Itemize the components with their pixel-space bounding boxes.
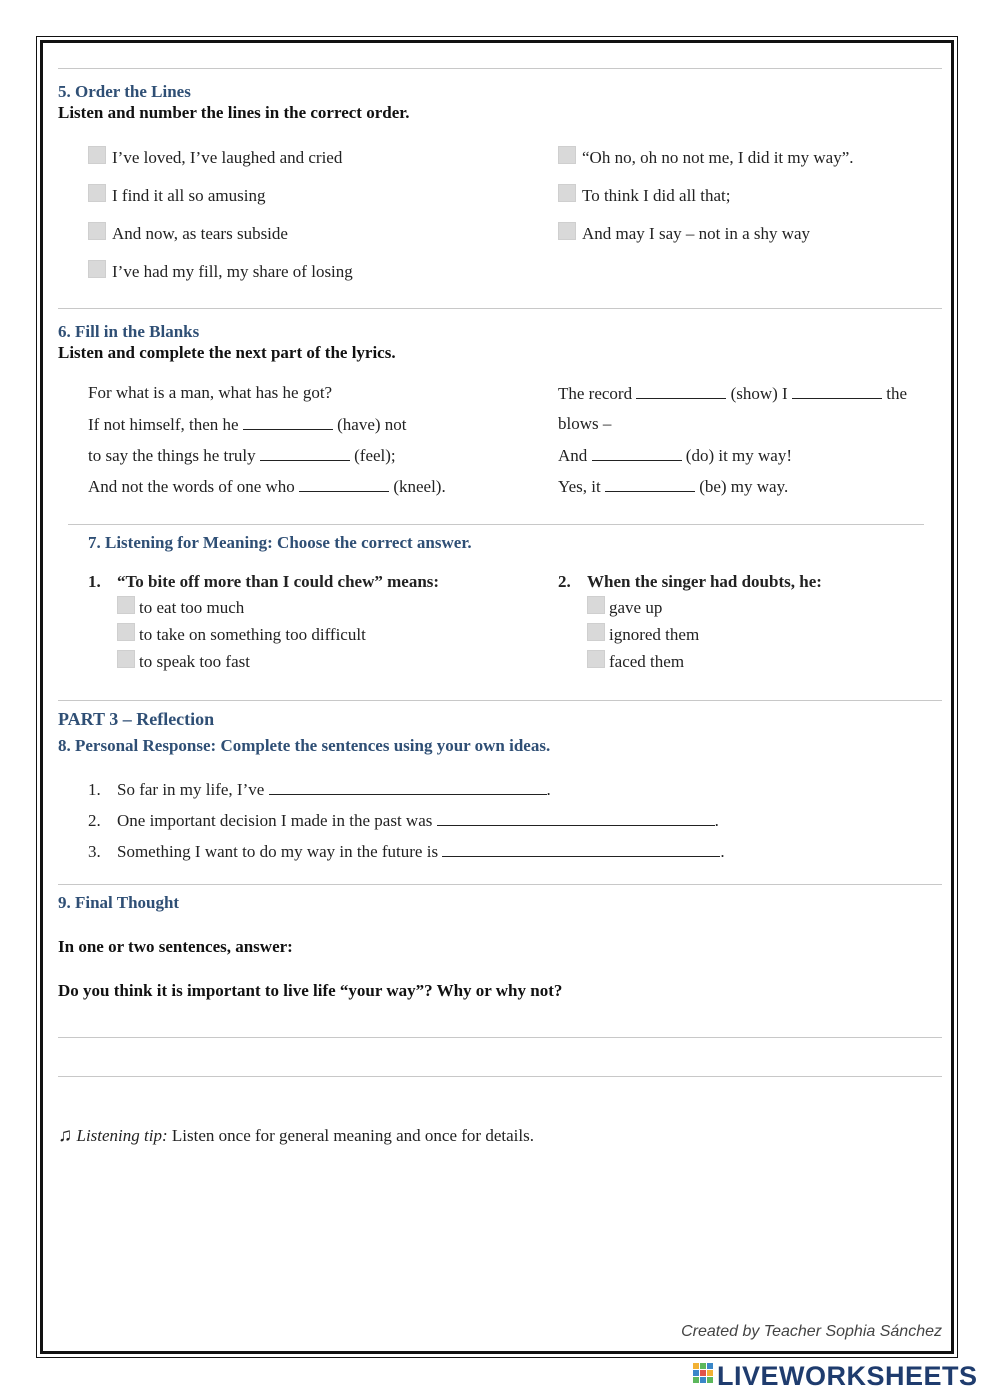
item-number: 2. — [88, 811, 101, 830]
divider — [58, 700, 942, 701]
divider — [58, 308, 942, 309]
order-box[interactable] — [88, 184, 106, 202]
order-box[interactable] — [88, 260, 106, 278]
option-checkbox[interactable] — [117, 650, 135, 668]
lyric-line: And may I say – not in a shy way — [582, 224, 811, 243]
response-blank[interactable] — [442, 841, 720, 857]
liveworksheets-logo-icon — [693, 1363, 715, 1389]
order-box[interactable] — [88, 222, 106, 240]
question-text: When the singer had doubts, he: — [587, 572, 822, 591]
blank-field[interactable] — [592, 445, 682, 461]
blank-field[interactable] — [299, 476, 389, 492]
lyric-part: If not himself, then he — [88, 415, 239, 434]
option-label: gave up — [609, 598, 663, 617]
item-text: So far in my life, I’ve — [117, 780, 265, 799]
lyric-part: (have) not — [337, 415, 407, 434]
response-blank[interactable] — [269, 779, 547, 795]
lyric-part: (show) I — [730, 384, 788, 403]
order-box[interactable] — [88, 146, 106, 164]
section-9-instruction: In one or two sentences, answer: — [58, 937, 293, 956]
order-box[interactable] — [558, 184, 576, 202]
option-checkbox[interactable] — [587, 650, 605, 668]
lyric-text — [88, 445, 396, 466]
answer-line[interactable] — [58, 1076, 942, 1077]
item-number: 3. — [88, 842, 101, 861]
part-3-title: PART 3 – Reflection — [58, 709, 215, 729]
question-text: “To bite off more than I could chew” means: — [117, 572, 440, 591]
lyric-line: To think I did all that; — [582, 186, 731, 205]
end-mark: . — [720, 842, 725, 861]
lyric-text — [558, 476, 788, 497]
section-7-title: 7. Listening for Meaning: Choose the correct answer. — [88, 533, 472, 552]
end-mark: . — [546, 780, 551, 799]
lyric-part: the — [886, 384, 908, 403]
lyric-part: to say the things he truly — [88, 446, 256, 465]
order-box[interactable] — [558, 146, 576, 164]
lyric-part: And — [558, 446, 588, 465]
response-blank[interactable] — [437, 810, 715, 826]
lyric-text: For what is a man, what has he got? — [88, 383, 333, 402]
logo-text: LIVEWORKSHEETS — [717, 1361, 978, 1391]
response-item — [88, 779, 551, 800]
section-9-title: 9. Final Thought — [58, 893, 180, 912]
section-6-instruction: Listen and complete the next part of the lyrics. — [58, 343, 396, 362]
item-text: One important decision I made in the past was — [117, 811, 433, 830]
response-item — [88, 810, 719, 831]
question-number: 1. — [88, 572, 101, 591]
section-9-question: Do you think it is important to live life “your way”? Why or why not? — [58, 981, 563, 1000]
tip-label: Listening tip: — [76, 1126, 168, 1145]
lyric-part: The record — [558, 384, 633, 403]
blank-field[interactable] — [243, 414, 333, 430]
section-6-title: 6. Fill in the Blanks — [58, 322, 200, 341]
credit-text: Created by Teacher Sophia Sánchez — [681, 1323, 942, 1340]
music-note-icon: ♫ — [58, 1125, 73, 1146]
liveworksheets-logo[interactable] — [693, 1361, 978, 1392]
option-checkbox[interactable] — [587, 596, 605, 614]
lyric-text: blows – — [558, 414, 612, 433]
option-label: faced them — [609, 652, 685, 671]
lyric-part: (do) it my way! — [685, 446, 793, 465]
lyric-line: I’ve had my fill, my share of losing — [112, 262, 353, 281]
answer-line[interactable] — [58, 1037, 942, 1038]
divider — [68, 524, 924, 525]
lyric-text — [88, 414, 407, 435]
option-checkbox[interactable] — [117, 596, 135, 614]
lyric-part: (kneel). — [393, 477, 446, 496]
lyric-text — [88, 476, 446, 497]
option-checkbox[interactable] — [587, 623, 605, 641]
response-item — [88, 841, 725, 862]
lyric-text — [558, 383, 907, 404]
item-number: 1. — [88, 780, 101, 799]
question-1 — [88, 572, 439, 592]
lyric-line: “Oh no, oh no not me, I did it my way”. — [582, 148, 854, 167]
question-number: 2. — [558, 572, 571, 591]
lyric-text — [558, 445, 792, 466]
blank-field[interactable] — [636, 383, 726, 399]
order-box[interactable] — [558, 222, 576, 240]
end-mark: . — [714, 811, 719, 830]
option-label: ignored them — [609, 625, 700, 644]
lyric-line: I find it all so amusing — [112, 186, 266, 205]
lyric-line: I’ve loved, I’ve laughed and cried — [112, 148, 343, 167]
listening-tip — [58, 1125, 534, 1147]
option-label: to take on something too difficult — [139, 625, 366, 644]
tip-text: Listen once for general meaning and once for details. — [171, 1126, 534, 1145]
lyric-part: (feel); — [354, 446, 396, 465]
lyric-part: (be) my way. — [699, 477, 789, 496]
question-2 — [558, 572, 822, 592]
lyric-part: And not the words of one who — [88, 477, 295, 496]
section-8-title: 8. Personal Response: Complete the sentences using your own ideas. — [58, 736, 551, 755]
divider — [58, 884, 942, 885]
divider — [58, 68, 942, 69]
lyric-part: Yes, it — [558, 477, 601, 496]
blank-field[interactable] — [260, 445, 350, 461]
item-text: Something I want to do my way in the future is — [117, 842, 439, 861]
option-checkbox[interactable] — [117, 623, 135, 641]
option-label: to eat too much — [139, 598, 245, 617]
section-5-title: 5. Order the Lines — [58, 82, 191, 101]
lyric-line: And now, as tears subside — [112, 224, 288, 243]
blank-field[interactable] — [792, 383, 882, 399]
blank-field[interactable] — [605, 476, 695, 492]
section-5-instruction: Listen and number the lines in the correct order. — [58, 103, 410, 122]
option-label: to speak too fast — [139, 652, 250, 671]
